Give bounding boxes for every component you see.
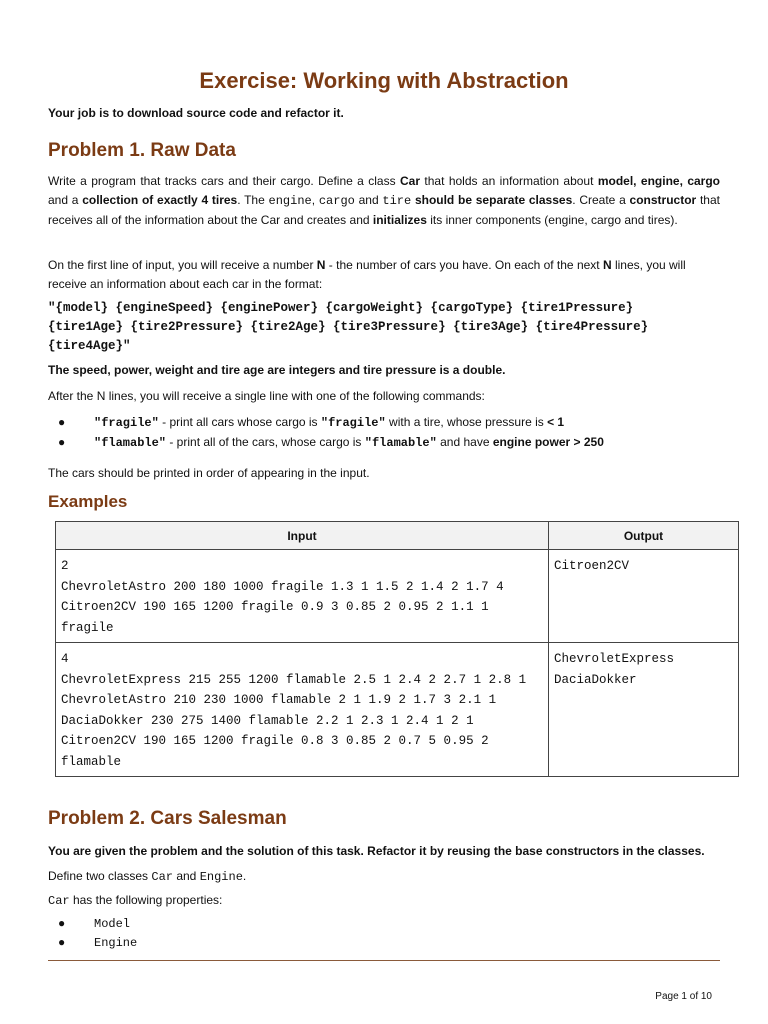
footer-divider bbox=[48, 960, 720, 961]
bullet-icon: ● bbox=[58, 415, 66, 429]
table-row bbox=[56, 550, 739, 643]
page-number: Page 1 of 10 bbox=[655, 991, 712, 1002]
code-line: fragile bbox=[61, 620, 114, 635]
ordering-note: The cars should be printed in order of appearing in the input. bbox=[48, 466, 370, 480]
input-format-line: "{model} {engineSpeed} {enginePower} {cargoWeight} {cargoType} {tire1Pressure} bbox=[48, 301, 634, 315]
table-header-row bbox=[56, 522, 739, 550]
input-format-line: {tire1Age} {tire2Pressure} {tire2Age} {tire3Pressure} {tire3Age} {tire4Pressure} bbox=[48, 320, 649, 334]
examples-heading: Examples bbox=[48, 492, 128, 511]
intro-text: Your job is to download source code and refactor it. bbox=[48, 106, 344, 120]
input-format-line: {tire4Age}" bbox=[48, 339, 131, 353]
code-line: Citroen2CV 190 165 1200 fragile 0.9 3 0.85 2 0.95 2 1.1 1 bbox=[61, 600, 489, 614]
input-column-header: Input bbox=[56, 522, 549, 550]
bullet-icon: ● bbox=[58, 935, 66, 949]
example-output-cell bbox=[549, 550, 739, 643]
types-note: The speed, power, weight and tire age are integers and tire pressure is a double. bbox=[48, 363, 506, 377]
problem1-heading: Problem 1. Raw Data bbox=[48, 140, 236, 161]
problem1-input-description: On the first line of input, you will receive a number N - the number of cars you have. On each of the next N lines, you will receive an information about each car in the format: bbox=[48, 258, 686, 291]
code-line: ChevroletAstro 200 180 1000 fragile 1.3 1 1.5 2 1.4 2 1.7 4 bbox=[61, 579, 504, 594]
examples-table bbox=[55, 521, 739, 777]
example-input-cell bbox=[56, 550, 549, 643]
code-line: 4 bbox=[61, 652, 69, 666]
list-item: ● Model bbox=[58, 916, 131, 931]
code-line: DaciaDokker 230 275 1400 flamable 2.2 1 2.3 1 2.4 1 2 1 bbox=[61, 713, 474, 728]
example-input-cell bbox=[56, 643, 549, 777]
page-title: Exercise: Working with Abstraction bbox=[199, 68, 569, 93]
input-format bbox=[48, 299, 720, 356]
code-line: ChevroletExpress 215 255 1200 flamable 2.5 1 2.4 2 2.7 1 2.8 1 bbox=[61, 672, 527, 687]
list-item: ● "fragile" - print all cars whose cargo is "fragile" with a tire, whose pressure is < 1 bbox=[58, 415, 565, 430]
code-line: Citroen2CV bbox=[554, 559, 630, 573]
output-column-header: Output bbox=[549, 522, 739, 550]
problem2-classes: Define two classes Car and Engine. bbox=[48, 869, 247, 884]
problem2-properties-intro: Car has the following properties: bbox=[48, 893, 223, 908]
list-item: ● Engine bbox=[58, 935, 138, 950]
example-output-cell bbox=[549, 643, 739, 777]
table-row bbox=[56, 643, 739, 777]
commands-list bbox=[48, 413, 604, 453]
list-item: ● "flamable" - print all of the cars, whose cargo is "flamable" and have engine power > 250 bbox=[58, 435, 604, 450]
problem1-description: Write a program that tracks cars and their cargo. Define a class Car that holds an information about model, engine, cargo and a collection of exactly 4 tires. The engine, cargo and tire should be separate classes. Create a constructor that receives all of the information about the Car and creates and initializes its inner components (engine, cargo and tires). bbox=[48, 174, 720, 227]
bullet-icon: ● bbox=[58, 916, 66, 930]
code-line: 2 bbox=[61, 559, 69, 573]
code-line: DaciaDokker bbox=[554, 672, 637, 687]
code-line: Citroen2CV 190 165 1200 fragile 0.8 3 0.85 2 0.7 5 0.95 2 bbox=[61, 734, 489, 748]
code-line: flamable bbox=[61, 754, 122, 769]
properties-list bbox=[48, 914, 137, 952]
commands-intro: After the N lines, you will receive a single line with one of the following commands: bbox=[48, 389, 485, 403]
bullet-icon: ● bbox=[58, 435, 66, 449]
problem2-heading: Problem 2. Cars Salesman bbox=[48, 808, 287, 829]
problem2-description: You are given the problem and the solution of this task. Refactor it by reusing the base constructors in the classes. bbox=[48, 844, 705, 858]
code-line: ChevroletAstro 210 230 1000 flamable 2 1 1.9 2 1.7 3 2.1 1 bbox=[61, 693, 497, 707]
code-line: ChevroletExpress bbox=[554, 652, 675, 666]
